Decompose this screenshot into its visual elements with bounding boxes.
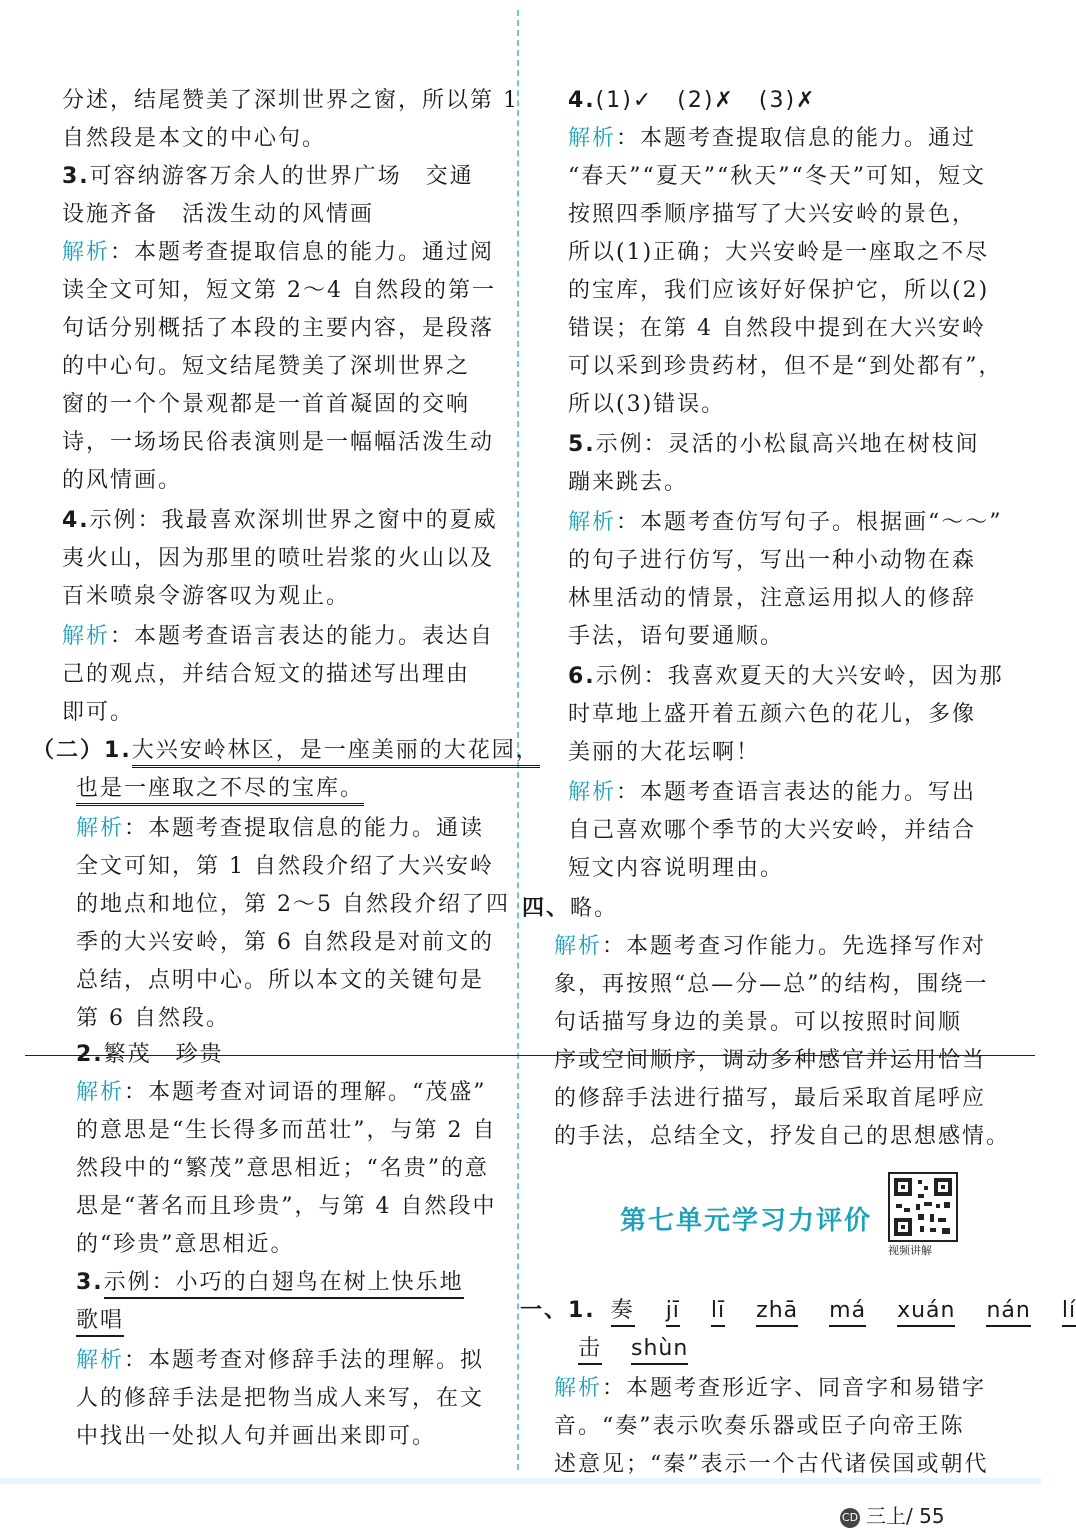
answer-4: 4.(1)✓ (2)✗ (3)✗ bbox=[568, 88, 817, 113]
text-line: 全文可知，第 1 自然段介绍了大兴安岭 bbox=[76, 854, 494, 879]
text-line: 的“珍贵”意思相近。 bbox=[76, 1232, 295, 1257]
text-line: 己的观点，并结合短文的描述写出理由 bbox=[62, 662, 471, 687]
text-line: 错误；在第 4 自然段中提到在大兴安岭 bbox=[568, 316, 986, 341]
text-line: 象，再按照“总—分—总”的结构，围绕一 bbox=[554, 972, 989, 997]
analysis-line: 解析：本题考查对词语的理解。“茂盛” bbox=[76, 1080, 487, 1105]
analysis-line: 解析：本题考查对修辞手法的理解。拟 bbox=[76, 1348, 485, 1373]
unit7-answer-1-row2: 击 shùn bbox=[578, 1330, 688, 1368]
analysis-line: 解析：本题考查提取信息的能力。通读 bbox=[76, 816, 485, 841]
answer-6: 6.示例：我喜欢夏天的大兴安岭，因为那 bbox=[568, 664, 1004, 689]
analysis-label: 解析 bbox=[62, 240, 111, 265]
analysis-line: 解析：本题考查语言表达的能力。表达自 bbox=[62, 624, 495, 649]
answer-3b: 3.示例：小巧的白翅鸟在树上快乐地 bbox=[76, 1264, 464, 1302]
text-line: 所以(3)错误。 bbox=[568, 392, 726, 417]
text-line: 读全文可知，短文第 2～4 自然段的第一 bbox=[62, 278, 496, 303]
text-line: 设施齐备 活泼生动的风情画 bbox=[62, 202, 375, 227]
analysis-line: 解析：本题考查习作能力。先选择写作对 bbox=[554, 934, 987, 959]
text-line: 的句子进行仿写，写出一种小动物在森 bbox=[568, 548, 977, 573]
text-line: 按照四季顺序描写了大兴安岭的景色， bbox=[568, 202, 977, 227]
text-line: 自然段是本文的中心句。 bbox=[62, 126, 327, 151]
text-line: 的意思是“生长得多而茁壮”，与第 2 自 bbox=[76, 1118, 497, 1143]
text-line: 诗，一场场民俗表演则是一幅幅活泼生动 bbox=[62, 430, 495, 455]
text-line: 第 6 自然段。 bbox=[76, 1006, 230, 1031]
text-line: 的修辞手法进行描写，最后采取首尾呼应 bbox=[554, 1086, 987, 1111]
answer-3: 3.可容纳游客万余人的世界广场 交通 bbox=[62, 164, 474, 189]
cd-badge-icon: CD bbox=[840, 1508, 860, 1528]
text-line: 季的大兴安岭，第 6 自然段是对前文的 bbox=[76, 930, 494, 955]
text-line: 即可。 bbox=[62, 700, 135, 725]
text-line: 夷火山，因为那里的喷吐岩浆的火山以及 bbox=[62, 546, 495, 571]
analysis-label: 解析 bbox=[568, 510, 617, 535]
text-line: 自己喜欢哪个季节的大兴安岭，并结合 bbox=[568, 818, 977, 843]
text-line: 也是一座取之不尽的宝库。 bbox=[76, 770, 364, 808]
text-line: 可以采到珍贵药材，但不是“到处都有”， bbox=[568, 354, 1003, 379]
analysis-label: 解析 bbox=[554, 1376, 603, 1401]
text-line: 歌唱 bbox=[76, 1302, 124, 1340]
text-line: 百米喷泉令游客叹为观止。 bbox=[62, 584, 351, 609]
text-line: “春天”“夏天”“秋天”“冬天”可知，短文 bbox=[568, 164, 986, 189]
text-line: 人的修辞手法是把物当成人来写，在文 bbox=[76, 1386, 485, 1411]
analysis-line: 解析：本题考查提取信息的能力。通过阅 bbox=[62, 240, 495, 265]
footer-bar bbox=[0, 1478, 1041, 1484]
text-line: 的宝库，我们应该好好保护它，所以(2) bbox=[568, 278, 990, 303]
text-line: 分述，结尾赞美了深圳世界之窗，所以第 1 bbox=[62, 88, 519, 113]
page-number: CD 三上/ 55 bbox=[841, 1504, 945, 1528]
text-line: 句话描写身边的美景。可以按照时间顺 bbox=[554, 1010, 963, 1035]
text-line: 时草地上盛开着五颜六色的花儿，多像 bbox=[568, 702, 977, 727]
analysis-line: 解析：本题考查提取信息的能力。通过 bbox=[568, 126, 977, 151]
text-line: 句话分别概括了本段的主要内容，是段落 bbox=[62, 316, 495, 341]
text-line: 蹦来跳去。 bbox=[568, 470, 689, 495]
answer-5: 5.示例：灵活的小松鼠高兴地在树枝间 bbox=[568, 432, 980, 457]
answer-2: 2.繁茂 珍贵 bbox=[76, 1042, 224, 1067]
text-line: 短文内容说明理由。 bbox=[568, 856, 785, 881]
analysis-line: 解析：本题考查形近字、同音字和易错字 bbox=[554, 1376, 987, 1401]
qr-code-icon[interactable] bbox=[888, 1172, 958, 1242]
unit7-answer-1-row1: 一、1. 奏 jī lī zhā má xuán nán lí bbox=[520, 1292, 1076, 1330]
analysis-label: 解析 bbox=[62, 624, 111, 649]
qr-label: 视频讲解 bbox=[888, 1244, 932, 1257]
analysis-label: 解析 bbox=[568, 126, 617, 151]
text-line: 然段中的“繁茂”意思相近；“名贵”的意 bbox=[76, 1156, 489, 1181]
text-line: 的手法，总结全文，抒发自己的思想感情。 bbox=[554, 1124, 1011, 1149]
text-line: 述意见；“秦”表示一个古代诸侯国或朝代 bbox=[554, 1452, 989, 1477]
text-line: 音。“奏”表示吹奏乐器或臣子向帝王陈 bbox=[554, 1414, 965, 1439]
analysis-label: 解析 bbox=[554, 934, 603, 959]
text-line: 的风情画。 bbox=[62, 468, 183, 493]
text-line: 的中心句。短文结尾赞美了深圳世界之 bbox=[62, 354, 471, 379]
text-line: 林里活动的情景，注意运用拟人的修辞 bbox=[568, 586, 977, 611]
text-line: 窗的一个个景观都是一首首凝固的交响 bbox=[62, 392, 471, 417]
analysis-label: 解析 bbox=[76, 1348, 125, 1373]
text-line: 序或空间顺序，调动多种感官并运用恰当 bbox=[554, 1048, 987, 1073]
answer-4: 4.示例：我最喜欢深圳世界之窗中的夏威 bbox=[62, 508, 498, 533]
section-4-answer: 四、略。 bbox=[522, 896, 619, 921]
section-2-answer-1: （二）1.大兴安岭林区，是一座美丽的大花园， bbox=[32, 732, 540, 770]
unit-banner: 第七单元学习力评价 bbox=[620, 1206, 873, 1236]
analysis-label: 解析 bbox=[76, 1080, 125, 1105]
text-line: 中找出一处拟人句并画出来即可。 bbox=[76, 1424, 437, 1449]
text-line: 的地点和地位，第 2～5 自然段介绍了四 bbox=[76, 892, 510, 917]
text-line: 所以(1)正确；大兴安岭是一座取之不尽 bbox=[568, 240, 990, 265]
text-line: 思是“著名而且珍贵”，与第 4 自然段中 bbox=[76, 1194, 497, 1219]
analysis-line: 解析：本题考查语言表达的能力。写出 bbox=[568, 780, 977, 805]
analysis-label: 解析 bbox=[568, 780, 617, 805]
text-line: 手法，语句要通顺。 bbox=[568, 624, 785, 649]
text-line: 美丽的大花坛啊！ bbox=[568, 740, 761, 765]
analysis-line: 解析：本题考查仿写句子。根据画“～～” bbox=[568, 510, 1003, 535]
analysis-label: 解析 bbox=[76, 816, 125, 841]
text-line: 总结，点明中心。所以本文的关键句是 bbox=[76, 968, 485, 993]
